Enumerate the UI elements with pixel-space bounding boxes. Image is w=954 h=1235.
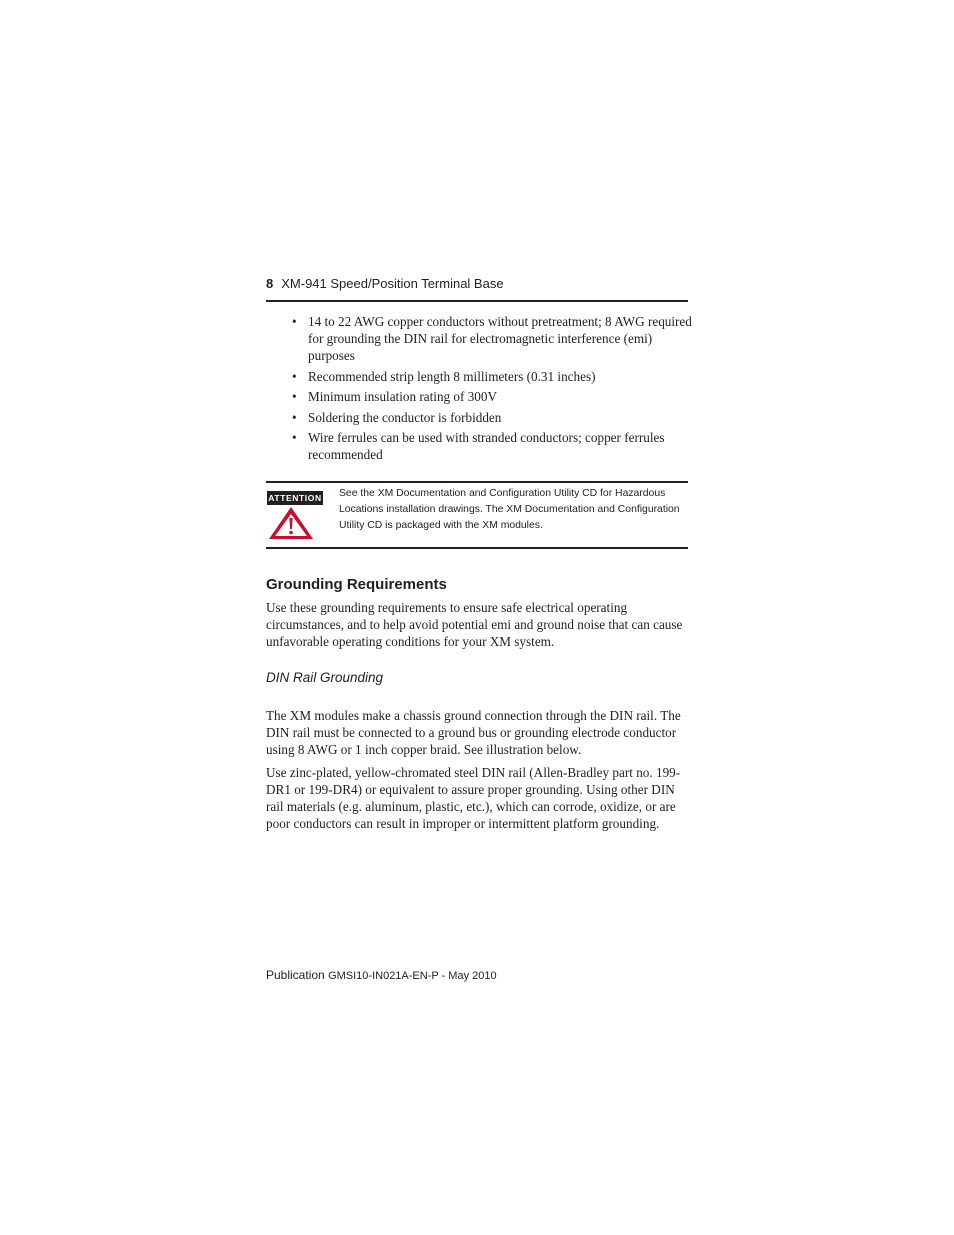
list-item: • 14 to 22 AWG copper conductors without pretreatment; 8 AWG required for grounding the DIN rail for electromagnetic interference (emi) purposes <box>292 314 692 363</box>
attention-notice <box>266 481 688 549</box>
list-item-text: Minimum insulation rating of 300V <box>308 389 498 404</box>
page-footer <box>266 967 497 984</box>
list-item: • Soldering the conductor is forbidden <box>292 409 502 425</box>
body-paragraph: Use zinc-plated, yellow-chromated steel DIN rail (Allen-Bradley part no. 199-DR1 or 199-DR4) or equivalent to assure proper grounding. Using other DIN rail materials (e.g. aluminum, plastic, etc.), which can corrode, oxidize, or are poor conductors can result in improper or intermittent platform grounding. <box>266 765 681 831</box>
page-header <box>266 276 688 302</box>
wiring-requirements-list <box>292 313 692 467</box>
list-item-text: Recommended strip length 8 millimeters (0.31 inches) <box>308 368 596 384</box>
list-item-text: Wire ferrules can be used with stranded conductors; copper ferrules recommended <box>308 430 665 462</box>
list-item: • Wire ferrules can be used with stranded conductors; copper ferrules recommended <box>292 430 665 462</box>
footer-prefix: Publication <box>266 968 325 982</box>
attention-text: See the XM Documentation and Configuration Utility CD for Hazardous Locations installation drawings. The XM Documentation and Configuration Utility CD is packaged with the XM modules. <box>339 488 680 531</box>
body-paragraph: The XM modules make a chassis ground connection through the DIN rail. The DIN rail must be connected to a ground bus or grounding electrode conductor using 8 AWG or 1 inch copper braid. See illustration below. <box>266 708 681 757</box>
warning-triangle-icon <box>267 505 315 541</box>
section-intro-paragraph: Use these grounding requirements to ensure safe electrical operating circumstances, and to help avoid potential emi and ground noise that can cause unfavorable operating conditions for your XM system. <box>266 600 683 649</box>
list-item-text: 14 to 22 AWG copper conductors without pretreatment; 8 AWG required for grounding the DIN rail for electromagnetic interference (emi) purposes <box>308 314 692 363</box>
list-item-text: Soldering the conductor is forbidden <box>308 409 502 425</box>
subsection-heading: DIN Rail Grounding <box>266 670 384 685</box>
publication-id: GMSI10-IN021A-EN-P - May 2010 <box>328 970 497 982</box>
document-title: XM-941 Speed/Position Terminal Base <box>281 276 504 291</box>
section-heading: Grounding Requirements <box>266 576 447 593</box>
list-item: • Recommended strip length 8 millimeters (0.31 inches) <box>292 368 596 384</box>
page-number: 8 <box>266 276 274 291</box>
attention-label: ATTENTION <box>268 493 322 503</box>
list-item: • Minimum insulation rating of 300V <box>292 389 498 404</box>
